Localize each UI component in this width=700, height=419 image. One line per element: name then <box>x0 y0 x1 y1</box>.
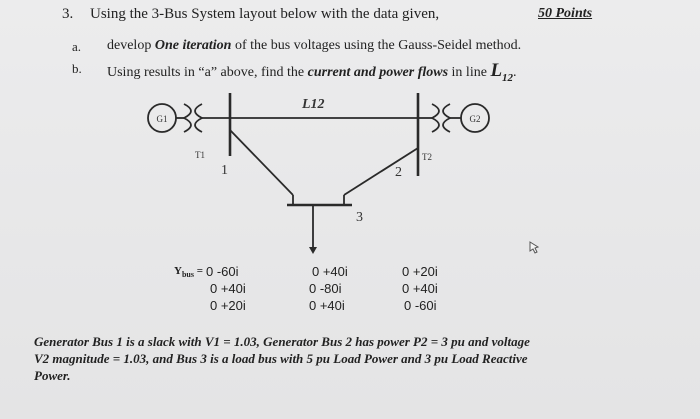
given-line-3: Power. <box>34 368 71 383</box>
part-a-label: a. <box>72 39 82 54</box>
bus-3-label: 3 <box>356 210 363 225</box>
transformer-1-label: T1 <box>195 150 205 160</box>
line-l23 <box>344 148 418 195</box>
cursor-icon <box>530 242 538 253</box>
ybus-cell-1-3: 0 +20i <box>402 264 438 279</box>
points-value: 50 Points <box>538 6 593 21</box>
part-b-text: Using results in “a” above, find the current and power flows in line $L_{12}$. <box>107 60 517 84</box>
gen-1-label: G1 <box>156 114 168 124</box>
line-l12-label: L12 <box>302 97 325 112</box>
ybus-cell-2-1: 0 +40i <box>210 281 246 296</box>
given-line-1: Generator Bus 1 is a slack with V1 = 1.03, Generator Bus 2 has power P2 = 3 pu and voltage <box>34 334 530 349</box>
part-a-text: develop One iteration of the bus voltages using the Gauss-Seidel method. <box>107 38 522 53</box>
question-text: Using the 3-Bus System layout below with the data given, <box>90 6 440 22</box>
transformer-2-coil-b <box>443 104 450 132</box>
transformer-2-label: T2 <box>422 152 432 162</box>
part-b-label: b. <box>72 61 82 76</box>
transformer-2-coil-a <box>432 104 439 132</box>
ybus-cell-3-2: 0 +40i <box>309 298 345 313</box>
ybus-label: $Y_{bus}$ = <box>174 265 203 280</box>
ybus-cell-1-2: 0 +40i <box>312 264 348 279</box>
given-line-2: V2 magnitude = 1.03, and Bus 3 is a load bus with 5 pu Load Power and 3 pu Load Reactive <box>34 351 528 366</box>
line-l13 <box>230 130 293 195</box>
transformer-1-coil-a <box>184 104 191 132</box>
gen-2-label: G2 <box>469 114 481 124</box>
ybus-cell-3-1: 0 +20i <box>210 298 246 313</box>
bus-1-label: 1 <box>221 163 228 178</box>
bus-2-label: 2 <box>395 165 402 180</box>
ybus-cell-2-2: 0 -80i <box>309 281 342 296</box>
ybus-cell-1-1: 0 -60i <box>206 264 239 279</box>
ybus-cell-2-3: 0 +40i <box>402 281 438 296</box>
load-arrow-icon <box>309 247 317 254</box>
given-data-paragraph <box>34 333 674 384</box>
ybus-cell-3-3: 0 -60i <box>404 298 437 313</box>
question-number: 3. <box>62 6 74 22</box>
transformer-1-coil-b <box>195 104 202 132</box>
